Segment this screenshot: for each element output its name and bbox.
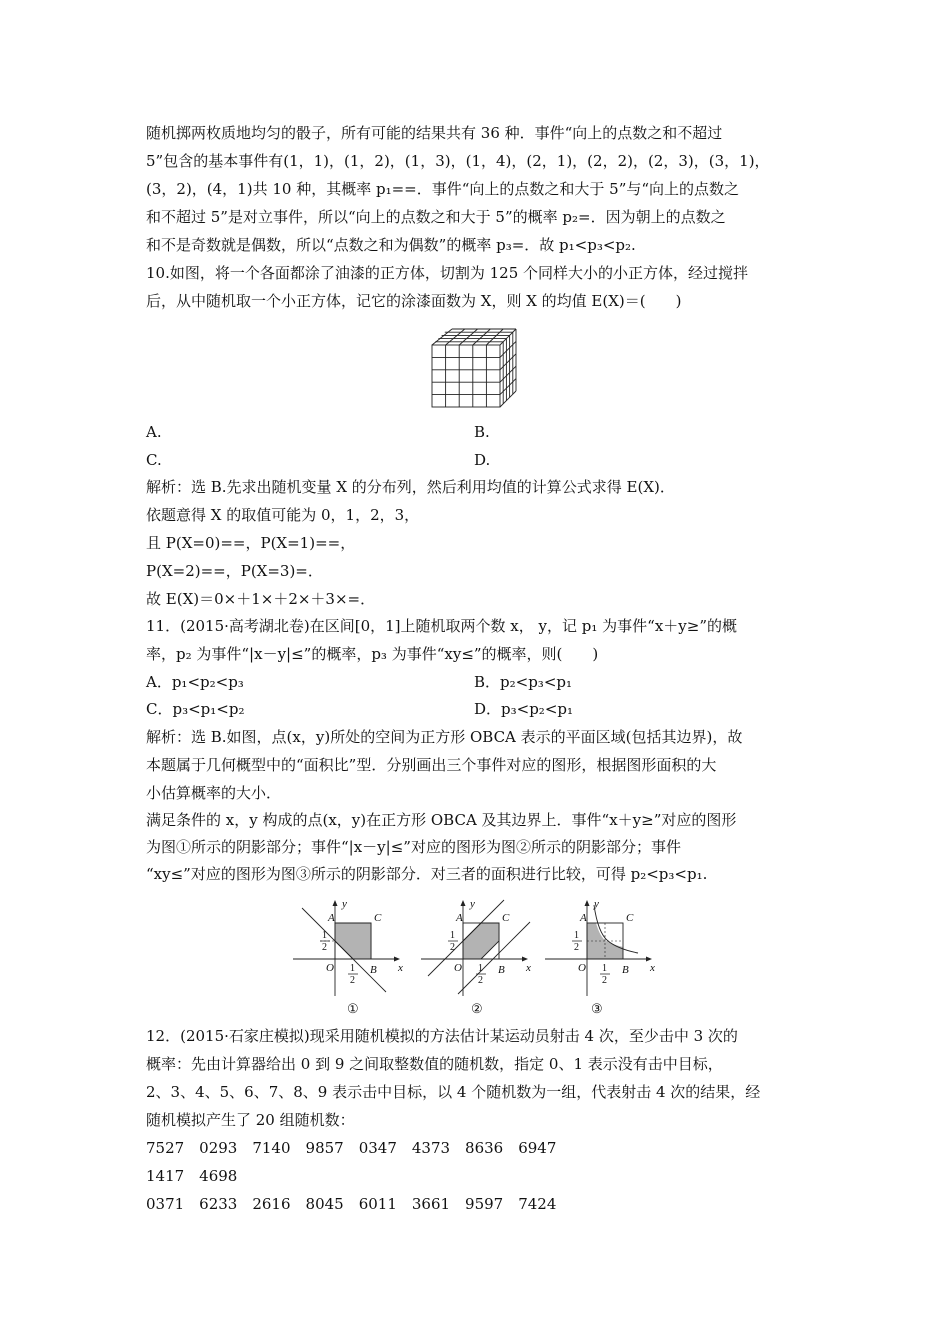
region-figure-2	[418, 893, 538, 1001]
figure-caption-2: ②	[471, 1002, 483, 1017]
random-number-row: 1417 4698	[146, 1167, 238, 1185]
frac-den: 2	[350, 975, 355, 986]
text-line: 满足条件的 x，y 构成的点(x，y)在正方形 OBCA 及其边界上．事件“x＋y≥”对应的图形	[146, 811, 737, 829]
text-line: 随机掷两枚质地均匀的骰子，所有可能的结果共有 36 种．事件“向上的点数之和不超过	[146, 124, 723, 142]
label-o: O	[454, 962, 462, 974]
option-d: D.	[474, 451, 491, 469]
random-number-row: 0371 6233 2616 8045 6011 3661 9597 7424	[146, 1195, 557, 1213]
text-line: 和不超过 5”是对立事件，所以“向上的点数之和大于 5”的概率 p₂=．因为朝上的点数之	[146, 208, 726, 226]
label-b: B	[370, 964, 377, 976]
text-line: (3，2)，(4，1)共 10 种，其概率 p₁==．事件“向上的点数之和大于 5”与“向上的点数之	[146, 180, 740, 198]
question-11: 11．(2015·高考湖北卷)在区间[0，1]上随机取两个数 x， y，记 p₁ 为事件“x＋y≥”的概	[146, 617, 737, 635]
region-figure-1	[290, 893, 410, 1001]
text-line: 依题意得 X 的取值可能为 0，1，2，3，	[146, 506, 420, 524]
label-c: C	[374, 912, 382, 924]
text-line: 2、3、4、5、6、7、8、9 表示击中目标，以 4 个随机数为一组，代表射击 4 次的结果，经	[146, 1083, 761, 1101]
question-11-cont: 率，p₂ 为事件“|x－y|≤”的概率，p₃ 为事件“xy≤”的概率，则( )	[146, 645, 599, 663]
option-a: A.	[146, 423, 162, 441]
label-y: y	[470, 898, 475, 910]
random-number-row: 7527 0293 7140 9857 0347 4373 8636 6947	[146, 1139, 557, 1157]
frac-num: 1	[602, 963, 607, 974]
label-o: O	[578, 962, 586, 974]
question-10-cont: 后，从中随机取一个小正方体，记它的涂漆面数为 X，则 X 的均值 E(X)＝( )	[146, 292, 682, 310]
frac-num: 1	[322, 930, 327, 941]
text-line: 故 E(X)＝0×＋1×＋2×＋3×=．	[146, 590, 376, 608]
label-b: B	[498, 964, 505, 976]
label-y: y	[342, 898, 347, 910]
option-b: B.	[474, 423, 490, 441]
label-o: O	[326, 962, 334, 974]
text-line: 和不是奇数就是偶数，所以“点数之和为偶数”的概率 p₃=．故 p₁<p₃<p₂.	[146, 236, 636, 254]
label-c: C	[626, 912, 634, 924]
option-c: C．p₃<p₁<p₂	[146, 700, 245, 718]
frac-num: 1	[350, 963, 355, 974]
option-b: B．p₂<p₃<p₁	[474, 673, 573, 691]
frac-den: 2	[602, 975, 607, 986]
label-a: A	[328, 912, 335, 924]
text-line: 小估算概率的大小．	[146, 784, 282, 802]
frac-den: 2	[478, 975, 483, 986]
frac-den: 2	[322, 942, 327, 953]
cube-figure	[428, 325, 520, 411]
text-line: P(X=2)==，P(X=3)=．	[146, 562, 323, 580]
text-line: 为图①所示的阴影部分；事件“|x－y|≤”对应的图形为图②所示的阴影部分；事件	[146, 838, 681, 856]
frac-den: 2	[574, 942, 579, 953]
text-line: “xy≤”对应的图形为图③所示的阴影部分．对三者的面积进行比较，可得 p₂<p₃<p₁.	[146, 865, 708, 883]
option-c: C.	[146, 451, 162, 469]
figure-caption-1: ①	[347, 1002, 359, 1017]
solution-11: 解析：选 B.如图，点(x，y)所处的空间为正方形 OBCA 表示的平面区域(包括其边界)，故	[146, 728, 743, 746]
question-12: 12．(2015·石家庄模拟)现采用随机模拟的方法估计某运动员射击 4 次，至少击中 3 次的	[146, 1027, 738, 1045]
label-y: y	[594, 898, 599, 910]
text-line: 且 P(X=0)==，P(X=1)==，	[146, 534, 356, 552]
option-a: A．p₁<p₂<p₃	[146, 673, 244, 691]
text-line: 5”包含的基本事件有(1，1)，(1，2)，(1，3)，(1，4)，(2，1)，(2，2)，(2，3)，(3，1)，	[146, 152, 770, 170]
label-c: C	[502, 912, 510, 924]
region-figure-3	[542, 893, 662, 1001]
frac-num: 1	[478, 963, 483, 974]
solution-10: 解析：选 B.先求出随机变量 X 的分布列，然后利用均值的计算公式求得 E(X)．	[146, 478, 675, 496]
label-a: A	[580, 912, 587, 924]
label-a: A	[456, 912, 463, 924]
text-line: 概率：先由计算器给出 0 到 9 之间取整数值的随机数，指定 0、1 表示没有击中目标，	[146, 1055, 723, 1073]
figure-caption-3: ③	[591, 1002, 603, 1017]
label-x: x	[650, 962, 655, 974]
text-line: 随机模拟产生了 20 组随机数：	[146, 1111, 355, 1129]
text-line: 本题属于几何概型中的“面积比”型．分别画出三个事件对应的图形，根据图形面积的大	[146, 756, 717, 774]
label-x: x	[398, 962, 403, 974]
frac-den: 2	[450, 942, 455, 953]
frac-num: 1	[574, 930, 579, 941]
label-b: B	[622, 964, 629, 976]
label-x: x	[526, 962, 531, 974]
option-d: D．p₃<p₂<p₁	[474, 700, 574, 718]
frac-num: 1	[450, 930, 455, 941]
question-10: 10.如图，将一个各面都涂了油漆的正方体，切割为 125 个同样大小的小正方体，经过搅拌	[146, 264, 749, 282]
